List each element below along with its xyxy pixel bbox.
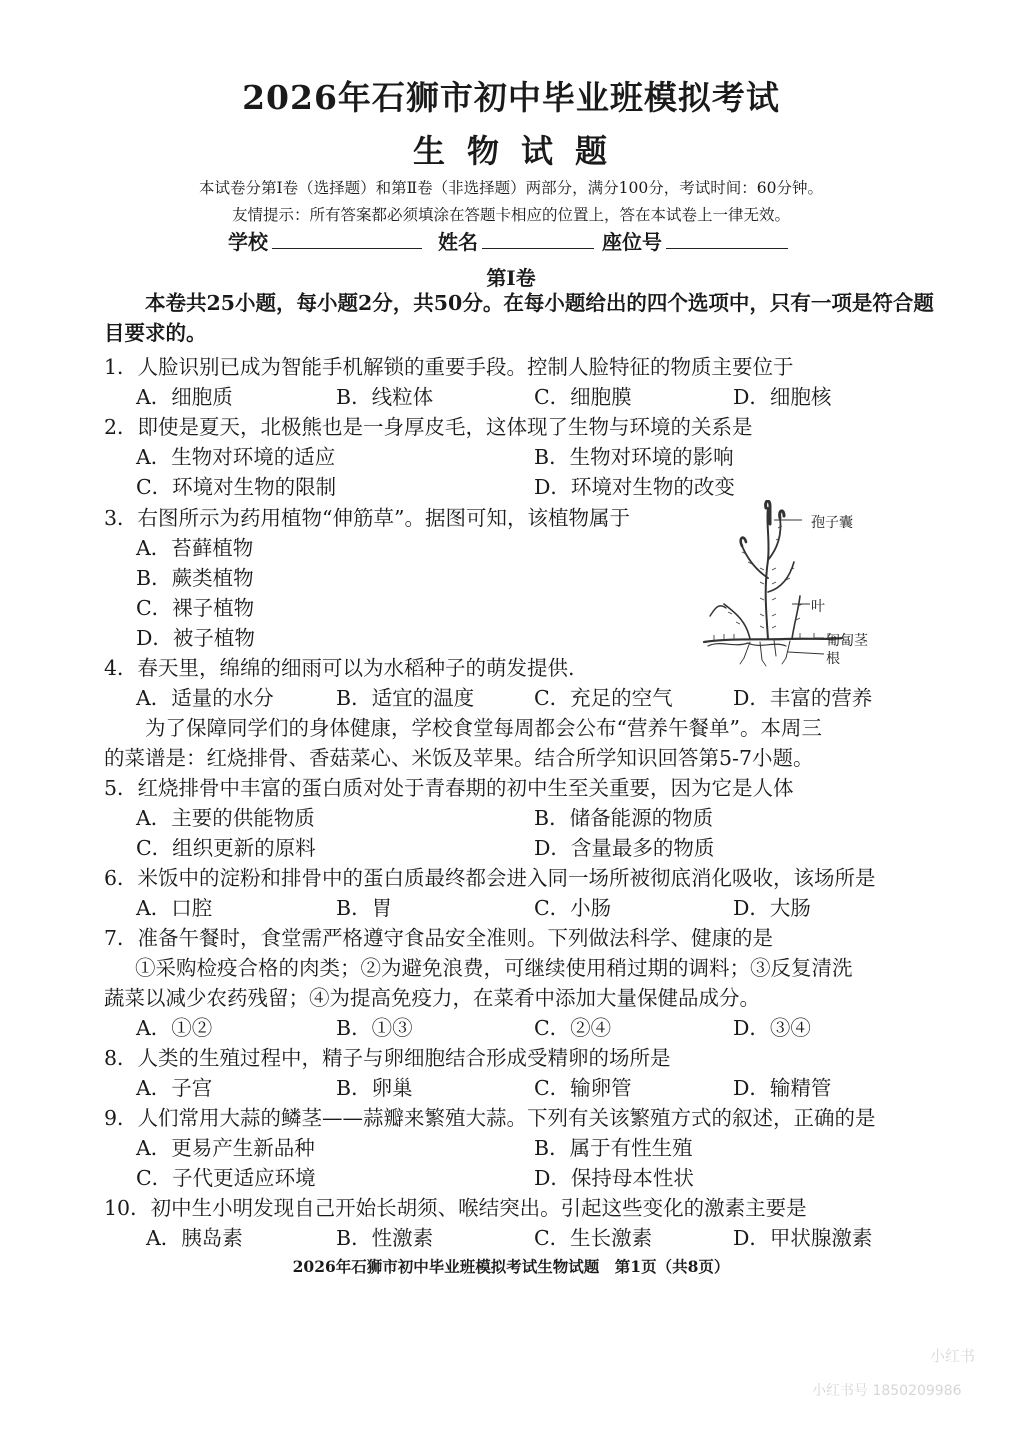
option[interactable]: B．生物对环境的影响 (534, 445, 734, 469)
option[interactable]: D．大肠 (733, 896, 811, 920)
name-field[interactable] (482, 226, 594, 249)
section-instruction: 本卷共25小题，每小题2分，共50分。在每小题给出的四个选项中，只有一项是符合题目要求的。 (104, 291, 934, 345)
option[interactable]: C．充足的空气 (534, 686, 673, 710)
school-label: 学校 (228, 230, 268, 254)
option[interactable]: C．小肠 (534, 896, 612, 920)
option[interactable]: A．更易产生新品种 (136, 1136, 315, 1160)
option[interactable]: D．环境对生物的改变 (534, 475, 735, 499)
question-stem: 5．红烧排骨中丰富的蛋白质对处于青春期的初中生至关重要，因为它是人体 (104, 776, 794, 800)
seat-field[interactable] (666, 226, 788, 249)
figure-label-leaf: 叶 (811, 599, 825, 615)
question-stem: 6．米饭中的淀粉和排骨中的蛋白质最终都会进入同一场所被彻底消化吸收，该场所是 (104, 866, 876, 890)
question-stem: 10．初中生小明发现自己开始长胡须、喉结突出。引起这些变化的激素主要是 (104, 1196, 807, 1220)
option[interactable]: D．输精管 (733, 1076, 832, 1100)
option[interactable]: C．②④ (534, 1016, 612, 1040)
option[interactable]: C．子代更适应环境 (136, 1166, 316, 1190)
option[interactable]: D．被子植物 (136, 626, 255, 650)
question-stem: 1．人脸识别已成为智能手机解锁的重要手段。控制人脸特征的物质主要位于 (104, 355, 794, 379)
option[interactable]: B．胃 (336, 896, 393, 920)
option[interactable]: C．生长激素 (534, 1226, 653, 1250)
option[interactable]: A．苔藓植物 (136, 536, 254, 560)
exam-subtitle: 生物试题 (412, 132, 629, 170)
passage-line: 的菜谱是：红烧排骨、香菇菜心、米饭及苹果。结合所学知识回答第5-7小题。 (104, 746, 814, 770)
option[interactable]: B．性激素 (336, 1226, 434, 1250)
passage-line: 为了保障同学们的身体健康，学校食堂每周都会公布“营养午餐单”。本周三 (145, 716, 822, 740)
option[interactable]: B．储备能源的物质 (534, 806, 714, 830)
option[interactable]: A．适量的水分 (136, 686, 274, 710)
option[interactable]: B．①③ (336, 1016, 413, 1040)
option[interactable]: D．甲状腺激素 (733, 1226, 873, 1250)
option[interactable]: B．属于有性生殖 (534, 1136, 693, 1160)
question-stem: 9．人们常用大蒜的鳞茎——蒜瓣来繁殖大蒜。下列有关该繁殖方式的叙述，正确的是 (104, 1106, 876, 1130)
option[interactable]: D．③④ (733, 1016, 811, 1040)
option[interactable]: A．主要的供能物质 (136, 806, 315, 830)
seat-label: 座位号 (602, 230, 662, 254)
exam-tip: 友情提示：所有答案都必须填涂在答题卡相应的位置上，答在本试卷上一律无效。 (231, 206, 790, 224)
page-footer: 2026年石狮市初中毕业班模拟考试生物试题 第1页（共8页） (292, 1257, 730, 1276)
watermark-id: 小红书号 1850209986 (812, 1383, 962, 1399)
option[interactable]: B．适宜的温度 (336, 686, 475, 710)
option[interactable]: D．保持母本性状 (534, 1166, 694, 1190)
student-info-blanks (228, 226, 788, 255)
question-stem: 7．准备午餐时，食堂需严格遵守食品安全准则。下列做法科学、健康的是 (104, 926, 774, 950)
option[interactable]: A．口腔 (136, 896, 213, 920)
option[interactable]: B．线粒体 (336, 385, 434, 409)
option[interactable]: C．组织更新的原料 (136, 836, 316, 860)
option[interactable]: D．含量最多的物质 (534, 836, 715, 860)
q7-statement-line: ①采购检疫合格的肉类；②为避免浪费，可继续使用稍过期的调料；③反复清洗 (135, 956, 853, 980)
exam-info: 本试卷分第Ⅰ卷（选择题）和第Ⅱ卷（非选择题）两部分，满分100分，考试时间：60分钟。 (199, 179, 823, 197)
question-stem: 2．即使是夏天，北极熊也是一身厚皮毛，这体现了生物与环境的关系是 (104, 415, 753, 439)
option[interactable]: C．裸子植物 (136, 596, 255, 620)
watermark-logo: 小红书 (930, 1347, 976, 1365)
option[interactable]: C．输卵管 (534, 1076, 632, 1100)
figure-label-sporangium: 孢子囊 (811, 515, 853, 531)
option[interactable]: B．蕨类植物 (136, 566, 254, 590)
option[interactable]: D．丰富的营养 (733, 686, 873, 710)
question-stem: 4．春天里，绵绵的细雨可以为水稻种子的萌发提供. (104, 656, 575, 680)
option[interactable]: C．细胞膜 (534, 385, 632, 409)
option[interactable]: A．生物对环境的适应 (136, 445, 336, 469)
q7-statement-line: 蔬菜以减少农药残留；④为提高免疫力，在菜肴中添加大量保健品成分。 (104, 986, 760, 1010)
school-field[interactable] (272, 226, 422, 249)
option[interactable]: B．卵巢 (336, 1076, 413, 1100)
option[interactable]: A．①② (136, 1016, 213, 1040)
option[interactable]: C．环境对生物的限制 (136, 475, 337, 499)
question-stem: 3．右图所示为药用植物“伸筋草”。据图可知，该植物属于 (104, 506, 631, 530)
option[interactable]: A．细胞质 (136, 385, 233, 409)
option[interactable]: A．子宫 (136, 1076, 213, 1100)
option[interactable]: A．胰岛素 (146, 1226, 243, 1250)
figure-label-root: 根 (826, 651, 840, 667)
figure-label-creeping-stem: 匍匐茎 (826, 633, 868, 649)
section-title: 第Ⅰ卷 (486, 266, 536, 290)
option[interactable]: D．细胞核 (733, 385, 832, 409)
exam-title: 2026年石狮市初中毕业班模拟考试 (242, 78, 780, 117)
question-stem: 8．人类的生殖过程中，精子与卵细胞结合形成受精卵的场所是 (104, 1046, 671, 1070)
name-label: 姓名 (438, 230, 478, 254)
